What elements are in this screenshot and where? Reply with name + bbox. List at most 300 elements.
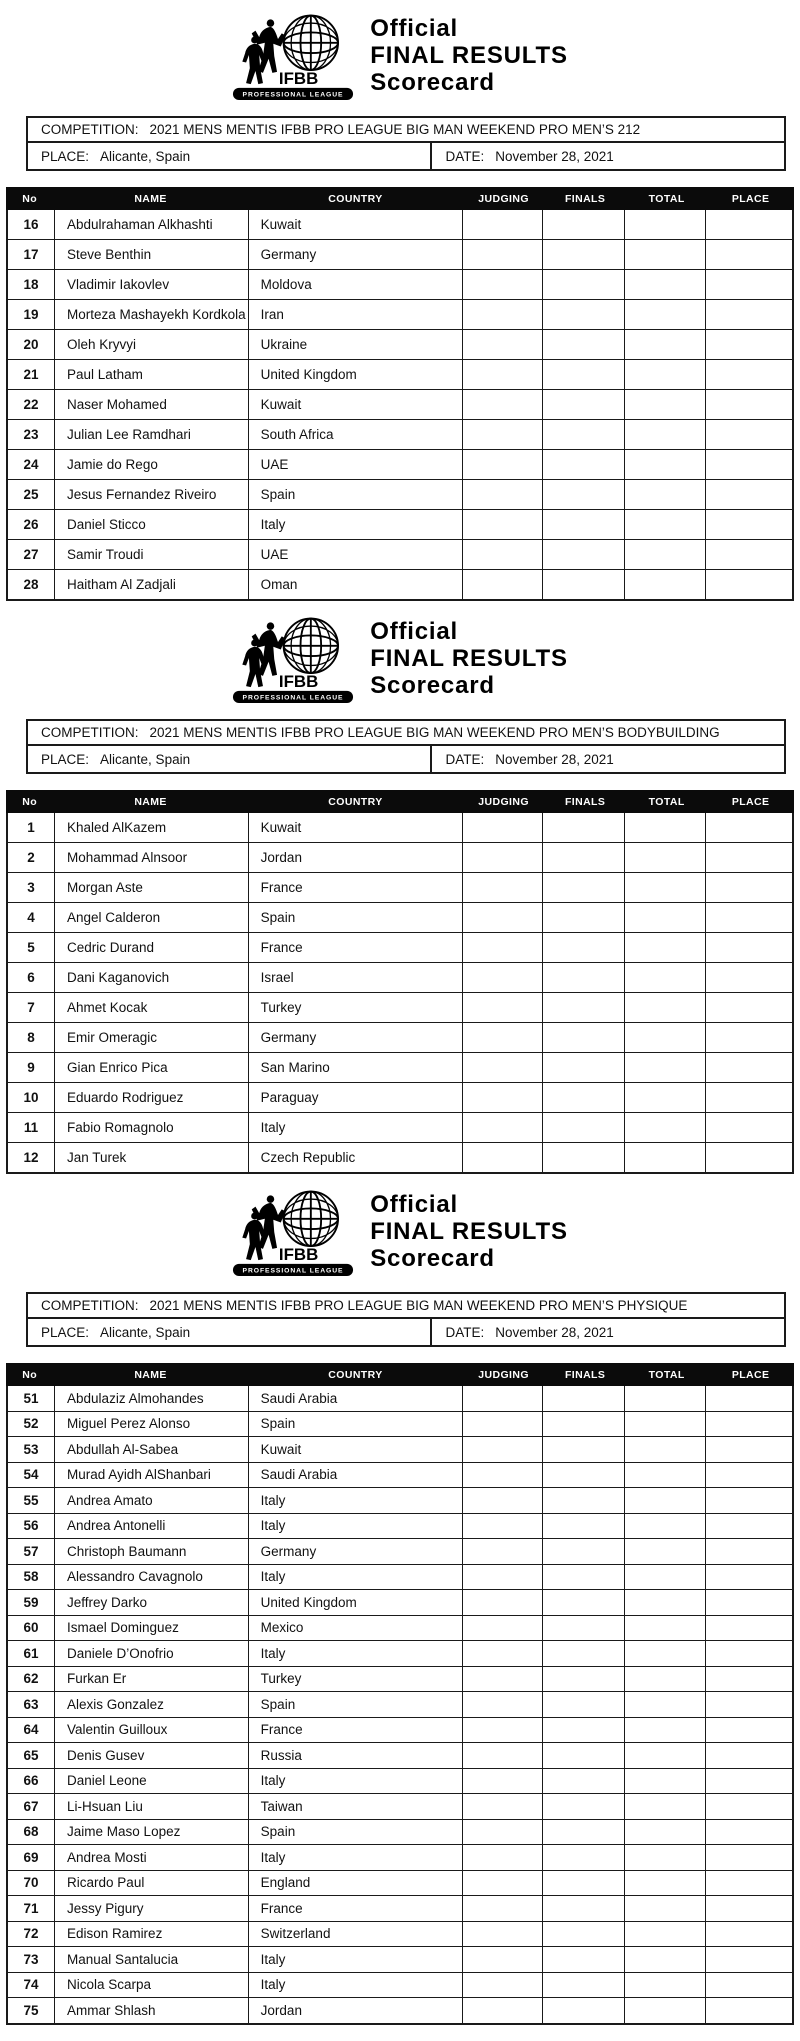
cell-no: 22 [8, 390, 55, 419]
table-row [8, 1769, 792, 1795]
table-row [8, 1896, 792, 1922]
cell-no: 23 [8, 420, 55, 449]
cell-finals [543, 993, 625, 1022]
cell-name: Abdulaziz Almohandes [55, 1386, 249, 1411]
cell-name: Furkan Er [55, 1667, 249, 1692]
place-date-box [26, 746, 786, 774]
cell-finals [543, 1692, 625, 1717]
cell-no: 17 [8, 240, 55, 269]
cell-total [625, 480, 706, 509]
cell-country: Italy [249, 1488, 463, 1513]
cell-total [625, 1488, 706, 1513]
cell-name: Jamie do Rego [55, 450, 249, 479]
cell-place [706, 1973, 792, 1998]
cell-total [625, 1947, 706, 1972]
cell-judging [463, 360, 544, 389]
table-row [8, 1386, 792, 1412]
cell-finals [543, 300, 625, 329]
cell-finals [543, 1565, 625, 1590]
cell-total [625, 1565, 706, 1590]
scorecard-section [0, 609, 800, 1174]
table-row [8, 330, 792, 360]
cell-no: 66 [8, 1769, 55, 1794]
column-header-no: No [22, 795, 38, 808]
cell-judging [463, 1565, 544, 1590]
date-box [432, 1319, 784, 1345]
competition-value: 2021 MENS MENTIS IFBB PRO LEAGUE BIG MAN WEEKEND PRO MEN’S BODYBUILDING [149, 725, 720, 740]
cell-place [706, 1143, 792, 1172]
cell-name: Julian Lee Ramdhari [55, 420, 249, 449]
table-row [8, 993, 792, 1023]
cell-place [706, 993, 792, 1022]
cell-name: Naser Mohamed [55, 390, 249, 419]
table-row [8, 1692, 792, 1718]
cell-total [625, 993, 706, 1022]
place-box [28, 143, 432, 169]
cell-place [706, 210, 792, 239]
cell-place [706, 1463, 792, 1488]
table-header-row [6, 187, 794, 210]
table-body [6, 1386, 794, 2025]
table-row [8, 450, 792, 480]
cell-finals [543, 1463, 625, 1488]
cell-finals [543, 1113, 625, 1142]
column-header-no: No [22, 192, 38, 205]
cell-finals [543, 1539, 625, 1564]
cell-finals [543, 210, 625, 239]
cell-finals [543, 1947, 625, 1972]
column-header-finals: FINALS [564, 192, 606, 205]
cell-total [625, 570, 706, 599]
cell-total [625, 1794, 706, 1819]
cell-name: Denis Gusev [55, 1743, 249, 1768]
cell-judging [463, 1820, 544, 1845]
title-line-scorecard: Scorecard [370, 671, 495, 699]
cell-total [625, 1973, 706, 1998]
cell-place [706, 1083, 792, 1112]
column-header-no: No [22, 1368, 38, 1381]
cell-place [706, 1113, 792, 1142]
cell-no: 6 [8, 963, 55, 992]
column-header-place: PLACE [731, 1368, 770, 1381]
scorecard-title [370, 1191, 568, 1272]
cell-judging [463, 1998, 544, 2023]
table-row [8, 1590, 792, 1616]
cell-country: Germany [249, 240, 463, 269]
table-row [8, 1514, 792, 1540]
cell-judging [463, 963, 544, 992]
cell-no: 19 [8, 300, 55, 329]
date-box [432, 143, 784, 169]
cell-total [625, 510, 706, 539]
place-value: Alicante, Spain [100, 751, 191, 767]
cell-place [706, 1871, 792, 1896]
competition-label: COMPETITION: [41, 122, 139, 137]
table-row [8, 1023, 792, 1053]
org-subtitle: PROFESSIONAL LEAGUE [242, 91, 344, 99]
cell-place [706, 1820, 792, 1845]
cell-name: Jessy Pigury [55, 1896, 249, 1921]
cell-judging [463, 270, 544, 299]
cell-country: Spain [249, 903, 463, 932]
cell-place [706, 540, 792, 569]
cell-finals [543, 1143, 625, 1172]
cell-total [625, 1412, 706, 1437]
cell-country: Italy [249, 1947, 463, 1972]
cell-total [625, 1023, 706, 1052]
cell-judging [463, 1641, 544, 1666]
cell-judging [463, 1922, 544, 1947]
cell-place [706, 873, 792, 902]
cell-judging [463, 480, 544, 509]
cell-name: Valentin Guilloux [55, 1718, 249, 1743]
cell-no: 27 [8, 540, 55, 569]
cell-total [625, 1463, 706, 1488]
cell-name: Fabio Romagnolo [55, 1113, 249, 1142]
table-row [8, 390, 792, 420]
cell-no: 21 [8, 360, 55, 389]
cell-name: Morgan Aste [55, 873, 249, 902]
globe-icon [284, 619, 338, 673]
cell-total [625, 1053, 706, 1082]
column-header-finals: FINALS [564, 1368, 606, 1381]
cell-place [706, 1922, 792, 1947]
cell-total [625, 1437, 706, 1462]
ifbb-logo-icon [232, 611, 354, 705]
date-value: November 28, 2021 [495, 148, 614, 164]
cell-judging [463, 1143, 544, 1172]
cell-no: 5 [8, 933, 55, 962]
competition-box [26, 719, 786, 746]
column-header-judging: JUDGING [478, 795, 529, 808]
cell-no: 52 [8, 1412, 55, 1437]
cell-no: 10 [8, 1083, 55, 1112]
cell-place [706, 1845, 792, 1870]
cell-judging [463, 1488, 544, 1513]
cell-judging [463, 1769, 544, 1794]
cell-name: Jaime Maso Lopez [55, 1820, 249, 1845]
ifbb-logo-icon [232, 8, 354, 102]
cell-country: Kuwait [249, 390, 463, 419]
cell-judging [463, 1590, 544, 1615]
cell-place [706, 1616, 792, 1641]
table-row [8, 873, 792, 903]
results-table [6, 187, 794, 601]
cell-name: Alexis Gonzalez [55, 1692, 249, 1717]
cell-place [706, 1412, 792, 1437]
cell-judging [463, 210, 544, 239]
cell-no: 54 [8, 1463, 55, 1488]
cell-finals [543, 240, 625, 269]
cell-country: Iran [249, 300, 463, 329]
table-row [8, 1845, 792, 1871]
cell-country: Italy [249, 1641, 463, 1666]
date-label: DATE: [445, 751, 485, 767]
column-header-name: NAME [134, 192, 167, 205]
date-box [432, 746, 784, 772]
cell-total [625, 1820, 706, 1845]
cell-no: 68 [8, 1820, 55, 1845]
cell-judging [463, 1947, 544, 1972]
cell-name: Oleh Kryvyi [55, 330, 249, 359]
scorecard-title [370, 15, 568, 96]
table-row [8, 903, 792, 933]
title-line-official: Official [370, 1190, 458, 1218]
cell-no: 9 [8, 1053, 55, 1082]
title-line-final-results: FINAL RESULTS [370, 41, 568, 69]
meta-boxes [26, 719, 786, 774]
cell-finals [543, 510, 625, 539]
cell-judging [463, 300, 544, 329]
table-row [8, 1973, 792, 1999]
cell-finals [543, 1488, 625, 1513]
date-value: November 28, 2021 [495, 751, 614, 767]
cell-place [706, 933, 792, 962]
cell-total [625, 210, 706, 239]
cell-country: Germany [249, 1023, 463, 1052]
cell-total [625, 873, 706, 902]
cell-name: Murad Ayidh AlShanbari [55, 1463, 249, 1488]
cell-no: 59 [8, 1590, 55, 1615]
scorecard-header [0, 609, 800, 709]
cell-name: Ammar Shlash [55, 1998, 249, 2023]
cell-name: Ricardo Paul [55, 1871, 249, 1896]
cell-total [625, 270, 706, 299]
table-row [8, 1053, 792, 1083]
cell-country: Italy [249, 1514, 463, 1539]
cell-judging [463, 1973, 544, 1998]
cell-judging [463, 1083, 544, 1112]
cell-judging [463, 1743, 544, 1768]
cell-place [706, 360, 792, 389]
cell-total [625, 1083, 706, 1112]
cell-name: Morteza Mashayekh Kordkola [55, 300, 249, 329]
cell-total [625, 813, 706, 842]
cell-no: 51 [8, 1386, 55, 1411]
place-box [28, 746, 432, 772]
cell-finals [543, 1667, 625, 1692]
column-header-name: NAME [134, 795, 167, 808]
cell-country: Italy [249, 1113, 463, 1142]
cell-no: 7 [8, 993, 55, 1022]
table-row [8, 540, 792, 570]
cell-name: Abdulrahaman Alkhashti [55, 210, 249, 239]
cell-no: 62 [8, 1667, 55, 1692]
date-label: DATE: [445, 1324, 485, 1340]
cell-finals [543, 963, 625, 992]
cell-judging [463, 1718, 544, 1743]
table-row [8, 1922, 792, 1948]
cell-total [625, 390, 706, 419]
cell-judging [463, 1845, 544, 1870]
cell-name: Daniel Leone [55, 1769, 249, 1794]
cell-total [625, 1845, 706, 1870]
cell-finals [543, 1412, 625, 1437]
table-row [8, 1871, 792, 1897]
scorecard-header [0, 6, 800, 106]
cell-no: 25 [8, 480, 55, 509]
column-header-place: PLACE [731, 795, 770, 808]
table-row [8, 1463, 792, 1489]
cell-place [706, 570, 792, 599]
cell-country: Saudi Arabia [249, 1463, 463, 1488]
org-name: IFBB [279, 1245, 319, 1265]
cell-country: Spain [249, 1412, 463, 1437]
table-row [8, 270, 792, 300]
table-row [8, 1743, 792, 1769]
results-table [6, 1363, 794, 2025]
cell-judging [463, 933, 544, 962]
cell-name: Li-Hsuan Liu [55, 1794, 249, 1819]
cell-country: France [249, 933, 463, 962]
cell-finals [543, 1922, 625, 1947]
date-value: November 28, 2021 [495, 1324, 614, 1340]
cell-finals [543, 903, 625, 932]
cell-name: Ahmet Kocak [55, 993, 249, 1022]
table-row [8, 1412, 792, 1438]
cell-judging [463, 903, 544, 932]
cell-name: Nicola Scarpa [55, 1973, 249, 1998]
cell-name: Christoph Baumann [55, 1539, 249, 1564]
column-header-country: COUNTRY [328, 1368, 383, 1381]
cell-country: Turkey [249, 993, 463, 1022]
cell-country: Taiwan [249, 1794, 463, 1819]
table-header-row [6, 790, 794, 813]
cell-finals [543, 450, 625, 479]
cell-name: Eduardo Rodriguez [55, 1083, 249, 1112]
cell-finals [543, 933, 625, 962]
cell-place [706, 1718, 792, 1743]
cell-place [706, 300, 792, 329]
cell-no: 64 [8, 1718, 55, 1743]
cell-name: Dani Kaganovich [55, 963, 249, 992]
cell-no: 63 [8, 1692, 55, 1717]
date-label: DATE: [445, 148, 485, 164]
cell-country: UAE [249, 450, 463, 479]
cell-no: 3 [8, 873, 55, 902]
column-header-total: TOTAL [648, 795, 685, 808]
cell-no: 18 [8, 270, 55, 299]
meta-boxes [26, 116, 786, 171]
cell-place [706, 1641, 792, 1666]
cell-judging [463, 873, 544, 902]
cell-finals [543, 1769, 625, 1794]
cell-no: 56 [8, 1514, 55, 1539]
cell-no: 61 [8, 1641, 55, 1666]
cell-name: Edison Ramirez [55, 1922, 249, 1947]
cell-country: Italy [249, 1565, 463, 1590]
cell-no: 74 [8, 1973, 55, 1998]
cell-country: Italy [249, 1973, 463, 1998]
table-row [8, 1667, 792, 1693]
globe-icon [284, 16, 338, 70]
cell-place [706, 420, 792, 449]
cell-no: 70 [8, 1871, 55, 1896]
cell-name: Daniel Sticco [55, 510, 249, 539]
cell-no: 55 [8, 1488, 55, 1513]
place-date-box [26, 143, 786, 171]
cell-name: Vladimir Iakovlev [55, 270, 249, 299]
cell-finals [543, 1871, 625, 1896]
table-row [8, 1539, 792, 1565]
cell-finals [543, 1718, 625, 1743]
cell-country: Czech Republic [249, 1143, 463, 1172]
globe-icon [284, 1192, 338, 1246]
table-row [8, 843, 792, 873]
cell-judging [463, 1053, 544, 1082]
cell-name: Manual Santalucia [55, 1947, 249, 1972]
cell-place [706, 270, 792, 299]
cell-name: Steve Benthin [55, 240, 249, 269]
cell-judging [463, 1437, 544, 1462]
cell-name: Mohammad Alnsoor [55, 843, 249, 872]
cell-judging [463, 510, 544, 539]
cell-finals [543, 330, 625, 359]
cell-finals [543, 1023, 625, 1052]
cell-total [625, 240, 706, 269]
cell-judging [463, 1616, 544, 1641]
cell-no: 4 [8, 903, 55, 932]
results-table [6, 790, 794, 1174]
title-line-final-results: FINAL RESULTS [370, 644, 568, 672]
scorecard-header [0, 1182, 800, 1282]
table-row [8, 1565, 792, 1591]
cell-place [706, 330, 792, 359]
table-row [8, 933, 792, 963]
cell-judging [463, 330, 544, 359]
cell-country: England [249, 1871, 463, 1896]
cell-country: Spain [249, 1820, 463, 1845]
cell-judging [463, 450, 544, 479]
cell-finals [543, 843, 625, 872]
cell-place [706, 1590, 792, 1615]
org-subtitle: PROFESSIONAL LEAGUE [242, 694, 344, 702]
competition-label: COMPETITION: [41, 1298, 139, 1313]
cell-judging [463, 1386, 544, 1411]
cell-name: Abdullah Al-Sabea [55, 1437, 249, 1462]
cell-judging [463, 1023, 544, 1052]
cell-total [625, 1743, 706, 1768]
place-value: Alicante, Spain [100, 148, 191, 164]
cell-total [625, 360, 706, 389]
table-row [8, 240, 792, 270]
cell-name: Andrea Amato [55, 1488, 249, 1513]
cell-no: 2 [8, 843, 55, 872]
column-header-country: COUNTRY [328, 795, 383, 808]
cell-place [706, 1386, 792, 1411]
cell-judging [463, 813, 544, 842]
cell-finals [543, 570, 625, 599]
cell-country: France [249, 873, 463, 902]
cell-country: United Kingdom [249, 360, 463, 389]
cell-finals [543, 1514, 625, 1539]
cell-place [706, 1514, 792, 1539]
table-row [8, 1947, 792, 1973]
table-row [8, 1488, 792, 1514]
table-row [8, 1143, 792, 1172]
title-line-scorecard: Scorecard [370, 1244, 495, 1272]
cell-total [625, 903, 706, 932]
scorecard-section [0, 6, 800, 601]
cell-total [625, 1922, 706, 1947]
scorecard-section [0, 1182, 800, 2025]
column-header-country: COUNTRY [328, 192, 383, 205]
scorecard-title [370, 618, 568, 699]
cell-judging [463, 1412, 544, 1437]
cell-total [625, 843, 706, 872]
cell-judging [463, 1871, 544, 1896]
table-row [8, 360, 792, 390]
